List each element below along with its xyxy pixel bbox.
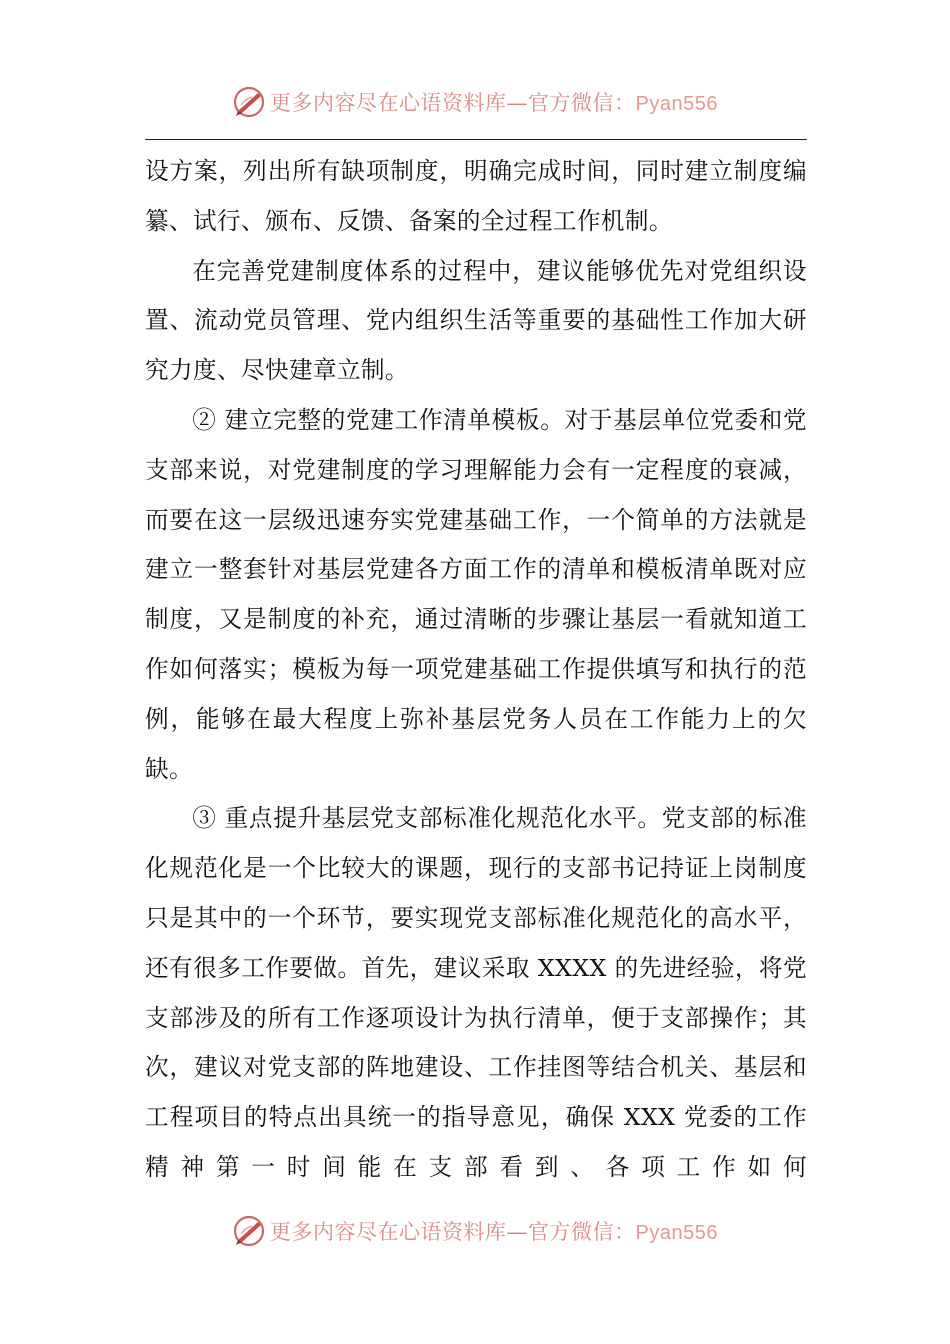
paragraph-2: 在完善党建制度体系的过程中，建议能够优先对党组织设置、流动党员管理、党内组织生活等重要的基础性工作加大研究力度、尽快建章立制。 (145, 256, 807, 385)
paragraph-1: 设方案，列出所有缺项制度，明确完成时间，同时建立制度编纂、试行、颁布、反馈、备案的全过程工作机制。 (145, 157, 807, 235)
watermark-dash: — (506, 1220, 529, 1244)
pen-circle-logo-icon (232, 85, 266, 119)
paragraph-3: ② 建立完整的党建工作清单模板。对于基层单位党委和党支部来说，对党建制度的学习理解能力会有一定程度的衰减，而要在这一层级迅速夯实党建基础工作，一个简单的方法就是建立一整套针对基层党建各方面工作的清单和模板清单既对应制度，又是制度的补充，通过清晰的步骤让基层一看就知道工作如何落实；模板为每一项党建基础工作提供填写和执行的范例，能够在最大程度上弥补基层党务人员在工作能力上的欠缺。 (145, 405, 807, 783)
watermark-wechat-id: Pyan556 (635, 1222, 718, 1244)
header-watermark (0, 82, 950, 122)
watermark-official: 官方微信： (528, 1220, 636, 1244)
header-divider (145, 139, 807, 140)
document-body (145, 147, 807, 1193)
watermark-dash: — (506, 91, 529, 115)
paragraph-4: ③ 重点提升基层党支部标准化规范化水平。党支部的标准化规范化是一个比较大的课题，现行的支部书记持证上岗制度只是其中的一个环节，要实现党支部标准化规范化的高水平，还有很多工作要做。首先，建议采取 XXXX 的先进经验，将党支部涉及的所有工作逐项设计为执行清单，便于支部操作；其次，建议对党支部的阵地建设、工作挂图等结合机关、基层和工程项目的特点出具统一的指导意见，确保 XXX 党委的工作精神第一时间能在支部看到、各项工作如何 (145, 804, 807, 1181)
watermark-prefix: 更多内容尽在心语资料库 (270, 1220, 507, 1244)
pen-circle-logo-icon (232, 1214, 266, 1248)
footer-watermark (0, 1211, 950, 1251)
watermark-prefix: 更多内容尽在心语资料库 (270, 91, 507, 115)
watermark-official: 官方微信： (528, 91, 636, 115)
watermark-wechat-id: Pyan556 (635, 93, 718, 115)
